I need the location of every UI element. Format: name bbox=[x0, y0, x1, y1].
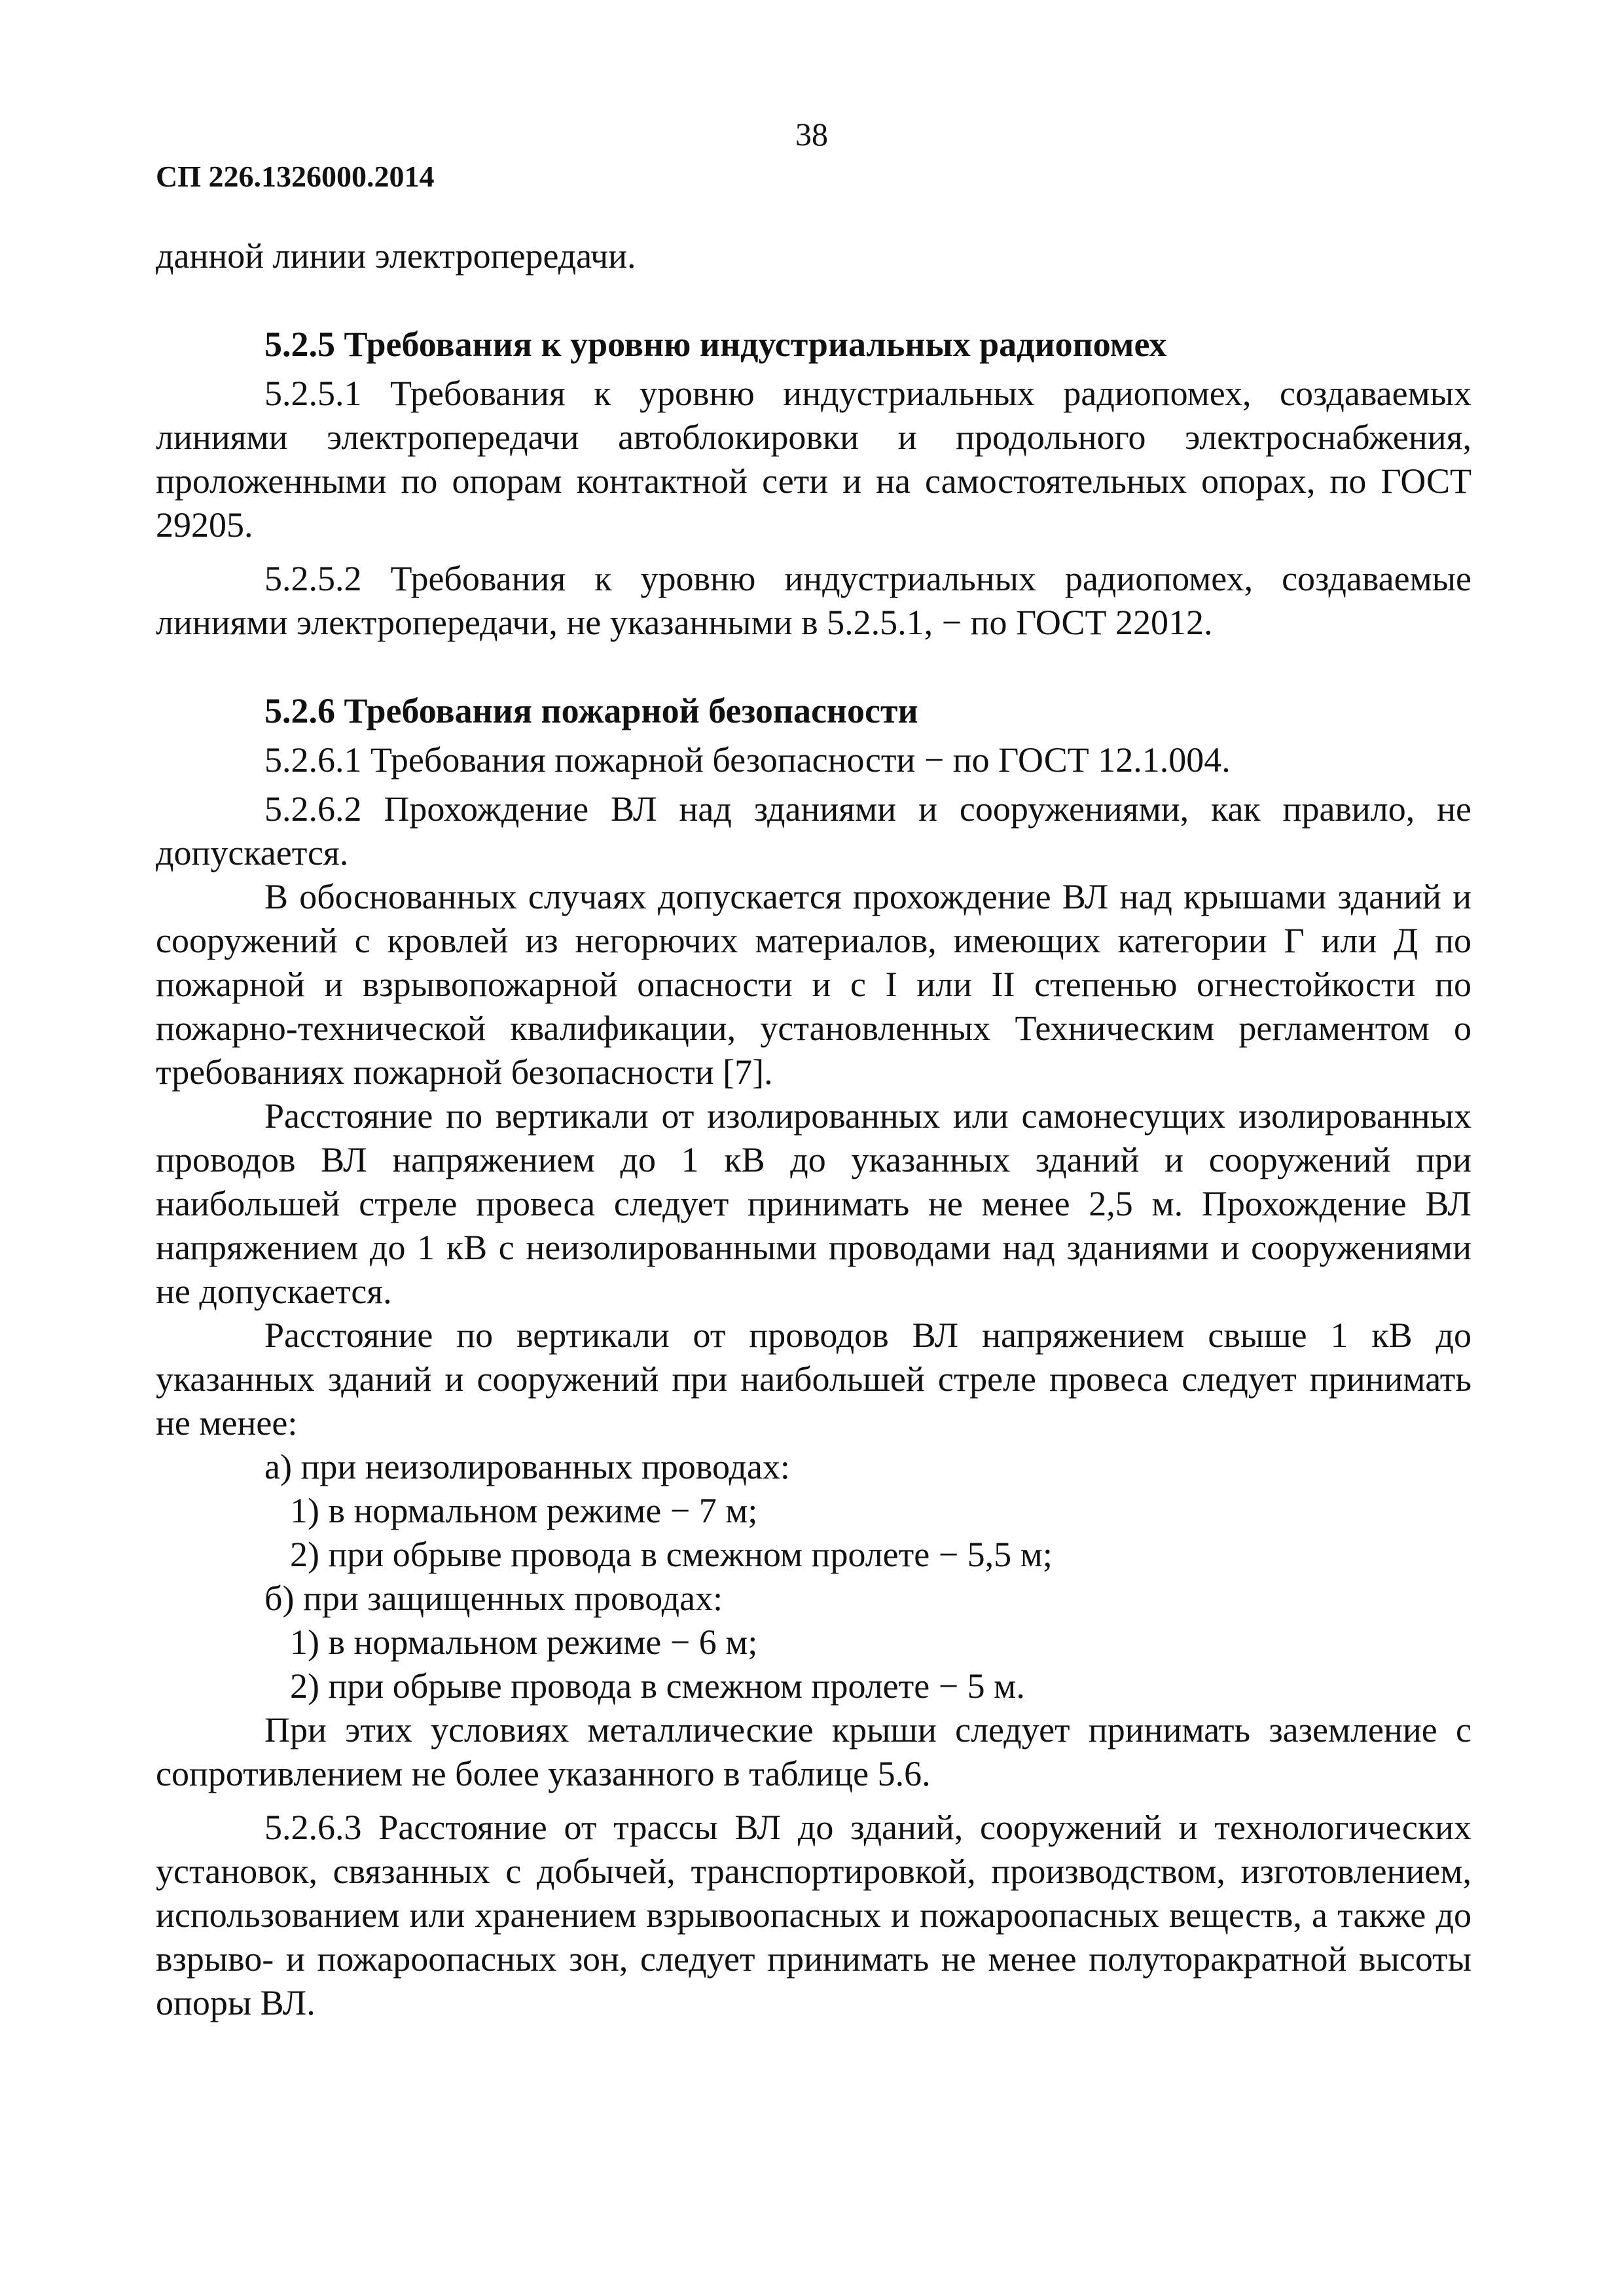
section-heading-5-2-6: 5.2.6 Требования пожарной безопасности bbox=[264, 691, 918, 730]
paragraph-distance-up-to-1kv: Расстояние по вертикали от изолированных или самонесущих изолированных проводов ВЛ напряжением до 1 кВ до указанных зданий и сооружений при наибольшей стреле провеса следует принимать не менее 2,5 м. Прохождение ВЛ напряжением до 1 кВ с неизолированными проводами над зданиями и сооружениями не допускается. bbox=[156, 1096, 1471, 1311]
list-item-a-2: 2) при обрыве провода в смежном пролете − 5,5 м; bbox=[290, 1535, 1053, 1574]
document-code: СП 226.1326000.2014 bbox=[156, 160, 435, 193]
page-number: 38 bbox=[795, 116, 828, 152]
requirements-list bbox=[156, 1445, 1471, 1708]
paragraph-5-2-6-2: 5.2.6.2 Прохождение ВЛ над зданиями и сооружениями, как правило, не допускается. bbox=[156, 789, 1471, 872]
list-item-b: б) при защищенных проводах: bbox=[264, 1579, 723, 1618]
paragraph-5-2-6-1: 5.2.6.1 Требования пожарной безопасности − по ГОСТ 12.1.004. bbox=[264, 740, 1231, 780]
paragraph-metal-roofs: При этих условиях металлические крыши следует принимать заземление с сопротивлением не более указанного в таблице 5.6. bbox=[156, 1710, 1471, 1793]
list-item-a: а) при неизолированных проводах: bbox=[264, 1447, 790, 1486]
paragraph-5-2-6-3: 5.2.6.3 Расстояние от трассы ВЛ до зданий, сооружений и технологических установок, связанных с добычей, транспортировкой, производством, изготовлением, использованием или хранением взрывоопасных и пожароопасных веществ, а также до взрыво- и пожароопасных зон, следует принимать не менее полуторакратной высоты опоры ВЛ. bbox=[156, 1808, 1471, 2022]
paragraph-5-2-5-1: 5.2.5.1 Требования к уровню индустриальных радиопомех, создаваемых линиями электропередачи автоблокировки и продольного электроснабжения, проложенными по опорам контактной сети и на самостоятельных опорах, по ГОСТ 29205. bbox=[156, 374, 1471, 545]
paragraph-justified-cases: В обоснованных случаях допускается прохождение ВЛ над крышами зданий и сооружений с кровлей из негорючих материалов, имеющих категории Г или Д по пожарной и взрывопожарной опасности и с I или II степенью огнестойкости по пожарно-технической квалификации, установленных Техническим регламентом о требованиях пожарной безопасности [7]. bbox=[156, 877, 1471, 1092]
section-heading-5-2-5: 5.2.5 Требования к уровню индустриальных радиопомех bbox=[264, 325, 1167, 364]
list-item-a-1: 1) в нормальном режиме − 7 м; bbox=[290, 1491, 758, 1530]
list-item-b-2: 2) при обрыве провода в смежном пролете − 5 м. bbox=[290, 1666, 1025, 1706]
list-item-b-1: 1) в нормальном режиме − 6 м; bbox=[290, 1623, 758, 1662]
continuation-paragraph: данной линии электропередачи. bbox=[156, 236, 636, 276]
paragraph-distance-over-1kv: Расстояние по вертикали от проводов ВЛ напряжением свыше 1 кВ до указанных зданий и сооружений при наибольшей стреле провеса следует принимать не менее: bbox=[156, 1316, 1471, 1443]
page-content bbox=[156, 234, 1471, 2025]
paragraph-5-2-5-2: 5.2.5.2 Требования к уровню индустриальных радиопомех, создаваемые линиями электропередачи, не указанными в 5.2.5.1, − по ГОСТ 22012. bbox=[156, 559, 1471, 642]
